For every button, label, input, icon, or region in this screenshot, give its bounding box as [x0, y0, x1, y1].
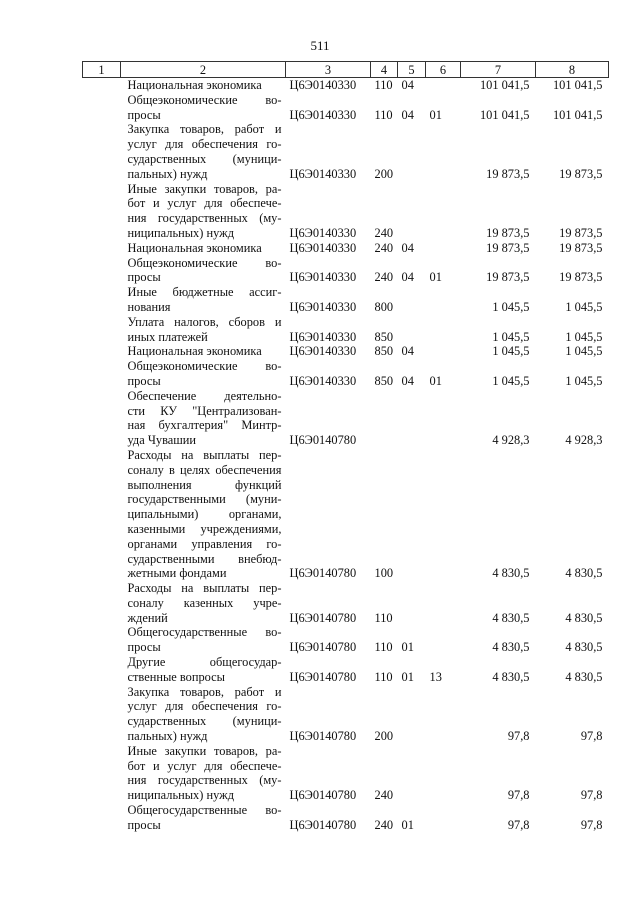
table-row: [83, 182, 609, 241]
cell-description: [121, 448, 286, 581]
cell-description: [121, 803, 286, 833]
cell-section: 04: [401, 240, 414, 255]
cell-section: 04: [401, 344, 414, 359]
description-line: Национальная экономика: [127, 344, 262, 359]
cell-code: Ц6Э0140780: [289, 566, 357, 581]
description-line: жетными фондами: [127, 566, 227, 581]
cell-subsection: [426, 241, 461, 256]
cell-expense-type: 110: [374, 610, 393, 625]
cell-description: [121, 359, 286, 389]
cell-amount-7: 1 045,5: [492, 344, 530, 359]
cell-section: [398, 389, 426, 448]
cell-section: [398, 315, 426, 345]
description-line: казенными учреждениями,: [127, 521, 282, 536]
cell-code: Ц6Э0140780: [289, 640, 357, 655]
cell-amount-7: 97,8: [507, 817, 530, 832]
description-line: Закупка товаров, работ и: [127, 684, 282, 699]
cell-expense-type: 240: [374, 270, 394, 285]
cell-subsection: [426, 448, 461, 581]
table-row: [83, 744, 609, 803]
cell-subsection: [426, 285, 461, 315]
cell-section: [398, 685, 426, 744]
cell-description: [121, 93, 286, 123]
cell-expense-type: 110: [374, 78, 393, 92]
table-row: [83, 93, 609, 123]
header-row: [83, 62, 609, 78]
description-line: уда Чувашии: [127, 433, 197, 448]
cell-amount-7: 97,8: [507, 788, 530, 803]
cell-amount-8: 4 830,5: [565, 640, 603, 655]
description-line: бот и услуг для обеспече-: [127, 196, 282, 211]
description-line: ципальными) органами,: [127, 507, 282, 522]
budget-table: [82, 61, 609, 833]
description-line: сти КУ "Централизован-: [127, 403, 282, 418]
cell-expense-type: 240: [374, 817, 394, 832]
cell-num: [83, 344, 121, 359]
cell-expense-type: 100: [374, 566, 394, 581]
description-line: Расходы на выплаты пер-: [127, 581, 282, 596]
cell-amount-7: 19 873,5: [486, 270, 530, 285]
cell-amount-7: 19 873,5: [486, 166, 530, 181]
cell-amount-8: 19 873,5: [559, 225, 603, 240]
cell-expense-type: 240: [374, 225, 394, 240]
cell-subsection: [426, 744, 461, 803]
description-line: Общеэкономические во-: [127, 92, 282, 107]
cell-subsection: [426, 182, 461, 241]
cell-description: [121, 344, 286, 359]
cell-amount-7: 101 041,5: [479, 78, 530, 92]
cell-subsection: [426, 344, 461, 359]
cell-num: [83, 581, 121, 625]
table-row: [83, 241, 609, 256]
cell-description: [121, 241, 286, 256]
cell-amount-7: 4 928,3: [492, 433, 530, 448]
cell-amount-8: 4 830,5: [565, 566, 603, 581]
cell-amount-8: 101 041,5: [552, 107, 603, 122]
cell-subsection: [426, 389, 461, 448]
col-header-4: 4: [371, 62, 398, 78]
description-line: выполнения функций: [127, 477, 282, 492]
cell-code: Ц6Э0140780: [289, 610, 357, 625]
cell-amount-8: 19 873,5: [559, 166, 603, 181]
description-line: Расходы на выплаты пер-: [127, 447, 282, 462]
cell-code: Ц6Э0140780: [289, 729, 357, 744]
table-row: [83, 581, 609, 625]
cell-expense-type: 240: [374, 240, 394, 255]
cell-amount-7: 101 041,5: [479, 107, 530, 122]
table-row: [83, 315, 609, 345]
table-row: [83, 78, 609, 93]
table-row: [83, 285, 609, 315]
description-line: сударственных (муници-: [127, 714, 282, 729]
table-row: [83, 625, 609, 655]
cell-description: [121, 389, 286, 448]
description-line: просы: [127, 107, 161, 122]
cell-section: 01: [401, 640, 414, 655]
cell-num: [83, 744, 121, 803]
cell-code: Ц6Э0140330: [289, 270, 357, 285]
table-row: [83, 448, 609, 581]
cell-amount-8: 97,8: [580, 788, 603, 803]
description-line: нования: [127, 299, 171, 314]
description-line: просы: [127, 270, 161, 285]
description-line: Закупка товаров, работ и: [127, 122, 282, 137]
cell-section: [398, 744, 426, 803]
table-row: [83, 655, 609, 685]
cell-description: [121, 685, 286, 744]
cell-amount-8: 1 045,5: [565, 299, 603, 314]
description-line: ниципальных) нужд: [127, 788, 235, 803]
cell-subsection: [426, 78, 461, 93]
cell-num: [83, 122, 121, 181]
description-line: соналу казенных учре-: [127, 595, 282, 610]
description-line: Иные бюджетные ассиг-: [127, 285, 282, 300]
cell-amount-7: 97,8: [507, 729, 530, 744]
cell-num: [83, 448, 121, 581]
description-line: услуг для обеспечения го-: [127, 699, 282, 714]
cell-amount-8: 1 045,5: [565, 329, 603, 344]
cell-amount-8: 4 928,3: [565, 433, 603, 448]
cell-section: 04: [401, 373, 414, 388]
cell-expense-type: 850: [374, 373, 394, 388]
description-line: Другие общегосудар-: [127, 655, 282, 670]
cell-subsection: 01: [429, 373, 442, 388]
table-row: [83, 344, 609, 359]
cell-amount-7: 1 045,5: [492, 299, 530, 314]
cell-amount-8: 1 045,5: [565, 373, 603, 388]
cell-code: Ц6Э0140780: [289, 433, 357, 448]
description-line: государственными (муни-: [127, 492, 282, 507]
cell-code: Ц6Э0140330: [289, 225, 357, 240]
cell-code: Ц6Э0140330: [289, 373, 357, 388]
description-line: просы: [127, 373, 161, 388]
cell-section: [398, 122, 426, 181]
cell-expense-type: 200: [374, 166, 394, 181]
table-body: [83, 78, 609, 833]
description-line: просы: [127, 817, 161, 832]
cell-subsection: 01: [429, 270, 442, 285]
cell-amount-7: 4 830,5: [492, 640, 530, 655]
cell-expense-type: 110: [374, 640, 393, 655]
cell-amount-8: 4 830,5: [565, 669, 603, 684]
description-line: соналу в целях обеспечения: [127, 462, 282, 477]
cell-amount-8: 19 873,5: [559, 240, 603, 255]
cell-amount-7: 4 830,5: [492, 566, 530, 581]
cell-amount-8: 101 041,5: [552, 78, 603, 92]
cell-amount-8: 19 873,5: [559, 270, 603, 285]
cell-num: [83, 803, 121, 833]
cell-code: Ц6Э0140780: [289, 669, 357, 684]
cell-code: Ц6Э0140330: [289, 166, 357, 181]
cell-code: Ц6Э0140780: [289, 788, 357, 803]
cell-amount-8: 4 830,5: [565, 610, 603, 625]
cell-subsection: 13: [429, 669, 442, 684]
cell-amount-7: 19 873,5: [486, 240, 530, 255]
cell-amount-7: 4 830,5: [492, 610, 530, 625]
description-line: ниципальных) нужд: [127, 225, 235, 240]
col-header-8: 8: [536, 62, 609, 78]
cell-code: Ц6Э0140780: [289, 817, 357, 832]
table-row: [83, 389, 609, 448]
cell-num: [83, 256, 121, 286]
description-line: Общегосударственные во-: [127, 625, 282, 640]
description-line: ния государственных (му-: [127, 773, 282, 788]
description-line: пальных) нужд: [127, 729, 208, 744]
cell-section: 04: [401, 78, 414, 92]
cell-num: [83, 685, 121, 744]
cell-section: [398, 581, 426, 625]
table-row: [83, 359, 609, 389]
description-line: Общеэкономические во-: [127, 255, 282, 270]
cell-code: Ц6Э0140330: [289, 78, 357, 92]
cell-expense-type: 110: [374, 107, 393, 122]
description-line: Национальная экономика: [127, 240, 262, 255]
table-row: [83, 803, 609, 833]
table-row: [83, 122, 609, 181]
cell-amount-7: 4 830,5: [492, 669, 530, 684]
cell-amount-7: 1 045,5: [492, 373, 530, 388]
description-line: бот и услуг для обеспече-: [127, 758, 282, 773]
cell-description: [121, 655, 286, 685]
cell-subsection: [426, 315, 461, 345]
cell-expense-type: 200: [374, 729, 394, 744]
col-header-6: 6: [426, 62, 461, 78]
cell-amount-7: 1 045,5: [492, 329, 530, 344]
cell-section: 04: [401, 107, 414, 122]
cell-subsection: 01: [429, 107, 442, 122]
cell-code: Ц6Э0140330: [289, 344, 357, 359]
cell-num: [83, 241, 121, 256]
cell-expense-type: 110: [374, 669, 393, 684]
cell-expense-type: 800: [374, 299, 394, 314]
cell-description: [121, 182, 286, 241]
description-line: ждений: [127, 610, 168, 625]
description-line: ная бухгалтерия" Минтр-: [127, 418, 282, 433]
cell-description: [121, 122, 286, 181]
cell-description: [121, 744, 286, 803]
cell-section: [398, 448, 426, 581]
description-line: пальных) нужд: [127, 166, 208, 181]
col-header-5: 5: [398, 62, 426, 78]
cell-subsection: [426, 685, 461, 744]
cell-subsection: [426, 803, 461, 833]
description-line: сударственными внебюд-: [127, 551, 282, 566]
description-line: ственные вопросы: [127, 669, 225, 684]
description-line: Национальная экономика: [127, 78, 262, 92]
description-line: Иные закупки товаров, ра-: [127, 181, 282, 196]
description-line: Общеэкономические во-: [127, 359, 282, 374]
cell-code: Ц6Э0140330: [289, 329, 357, 344]
table-row: [83, 256, 609, 286]
cell-amount-8: 1 045,5: [565, 344, 603, 359]
cell-code: Ц6Э0140330: [289, 299, 357, 314]
cell-description: [121, 581, 286, 625]
cell-num: [83, 285, 121, 315]
cell-subsection: [426, 122, 461, 181]
cell-expense-type: 240: [374, 788, 394, 803]
cell-num: [83, 625, 121, 655]
description-line: Уплата налогов, сборов и: [127, 314, 282, 329]
cell-description: [121, 256, 286, 286]
col-header-2: 2: [121, 62, 286, 78]
description-line: просы: [127, 640, 161, 655]
cell-amount-8: 97,8: [580, 817, 603, 832]
cell-subsection: [426, 625, 461, 655]
description-line: ния государственных (му-: [127, 211, 282, 226]
cell-code: Ц6Э0140330: [289, 107, 357, 122]
col-header-7: 7: [461, 62, 536, 78]
description-line: услуг для обеспечения го-: [127, 137, 282, 152]
cell-section: 01: [401, 817, 414, 832]
description-line: иных платежей: [127, 329, 208, 344]
cell-num: [83, 389, 121, 448]
cell-num: [83, 93, 121, 123]
description-line: органами управления го-: [127, 536, 282, 551]
cell-description: [121, 315, 286, 345]
cell-section: [398, 182, 426, 241]
cell-section: 01: [401, 669, 414, 684]
description-line: Иные закупки товаров, ра-: [127, 743, 282, 758]
cell-expense-type: 850: [374, 344, 394, 359]
cell-description: [121, 285, 286, 315]
table-row: [83, 685, 609, 744]
cell-code: Ц6Э0140330: [289, 240, 357, 255]
cell-num: [83, 182, 121, 241]
cell-expense-type: [371, 389, 398, 448]
cell-description: [121, 625, 286, 655]
cell-expense-type: 850: [374, 329, 394, 344]
col-header-3: 3: [286, 62, 371, 78]
cell-description: [121, 78, 286, 93]
cell-num: [83, 78, 121, 93]
cell-amount-7: 19 873,5: [486, 225, 530, 240]
cell-amount-8: 97,8: [580, 729, 603, 744]
page-number: 511: [310, 38, 330, 53]
col-header-1: 1: [83, 62, 121, 78]
description-line: Обеспечение деятельно-: [127, 388, 282, 403]
description-line: сударственных (муници-: [127, 151, 282, 166]
cell-num: [83, 655, 121, 685]
cell-subsection: [426, 581, 461, 625]
cell-num: [83, 359, 121, 389]
cell-num: [83, 315, 121, 345]
description-line: Общегосударственные во-: [127, 803, 282, 818]
cell-section: [398, 285, 426, 315]
cell-section: 04: [401, 270, 414, 285]
